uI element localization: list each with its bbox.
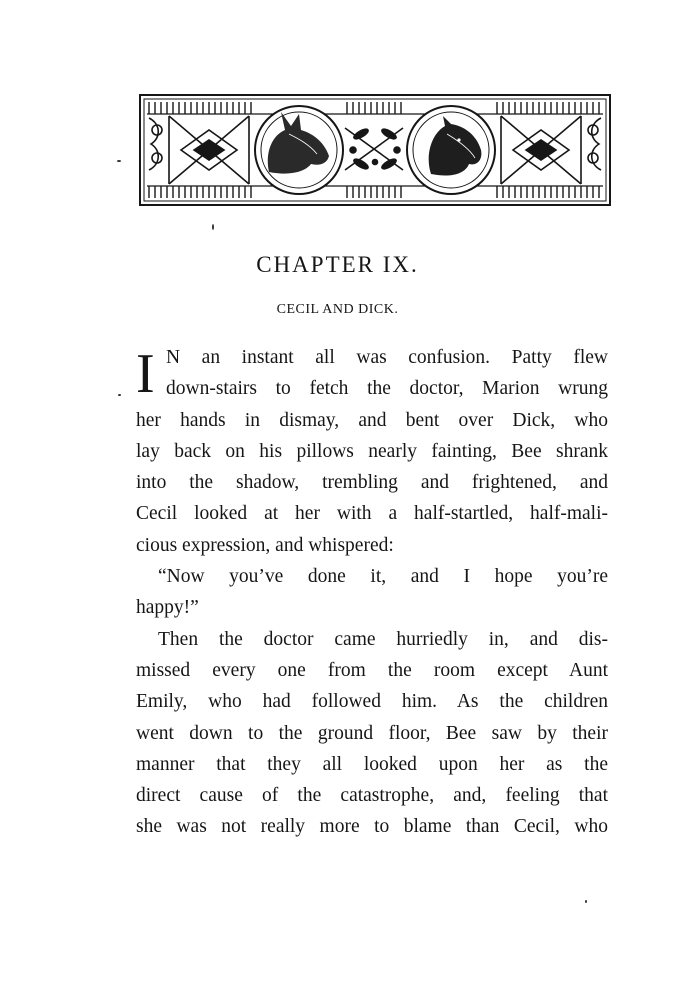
paper-speck [585, 900, 587, 903]
paper-speck [117, 160, 121, 162]
chapter-title: CHAPTER IX. [256, 252, 419, 277]
text-line: missed every one from the room except Aunt [136, 659, 608, 681]
text-line: “Now you’ve done it, and I hope you’re [158, 566, 608, 588]
text-line: down-stairs to fetch the doctor, Marion wrung [166, 378, 608, 400]
text-line: into the shadow, trembling and frightened, and [136, 472, 608, 494]
left-lattice [149, 116, 249, 184]
text-line: manner that they all looked upon her as the [136, 753, 608, 775]
text-line: N an instant all was confusion. Patty flew [166, 347, 608, 368]
crossed-branches-motif [345, 127, 403, 170]
drop-cap: I [136, 343, 155, 405]
donkey-head-illustration [255, 106, 343, 194]
horse-head-illustration [407, 106, 495, 194]
text-line: lay back on his pillows nearly fainting, Bee shrank [136, 440, 608, 462]
chapter-subtitle: CECIL AND DICK. [276, 302, 399, 317]
text-line: her hands in dismay, and bent over Dick, who [136, 409, 608, 431]
text-line: she was not really more to blame than Cecil, who [136, 816, 608, 838]
right-lattice [501, 116, 601, 184]
text-line: cious expression, and whispered: [136, 534, 394, 556]
paper-speck [212, 224, 214, 230]
body-text [136, 342, 608, 843]
text-line: direct cause of the catastrophe, and, feeling that [136, 785, 608, 807]
text-line: went down to the ground floor, Bee saw by their [136, 722, 608, 744]
paper-speck [118, 394, 121, 396]
text-line: happy!” [136, 597, 199, 619]
headpiece-banner [139, 94, 611, 206]
text-line: Cecil looked at her with a half-startled, half-mali- [136, 503, 608, 525]
text-line: Then the doctor came hurriedly in, and dis- [158, 628, 608, 650]
text-line: Emily, who had followed him. As the children [136, 691, 608, 713]
